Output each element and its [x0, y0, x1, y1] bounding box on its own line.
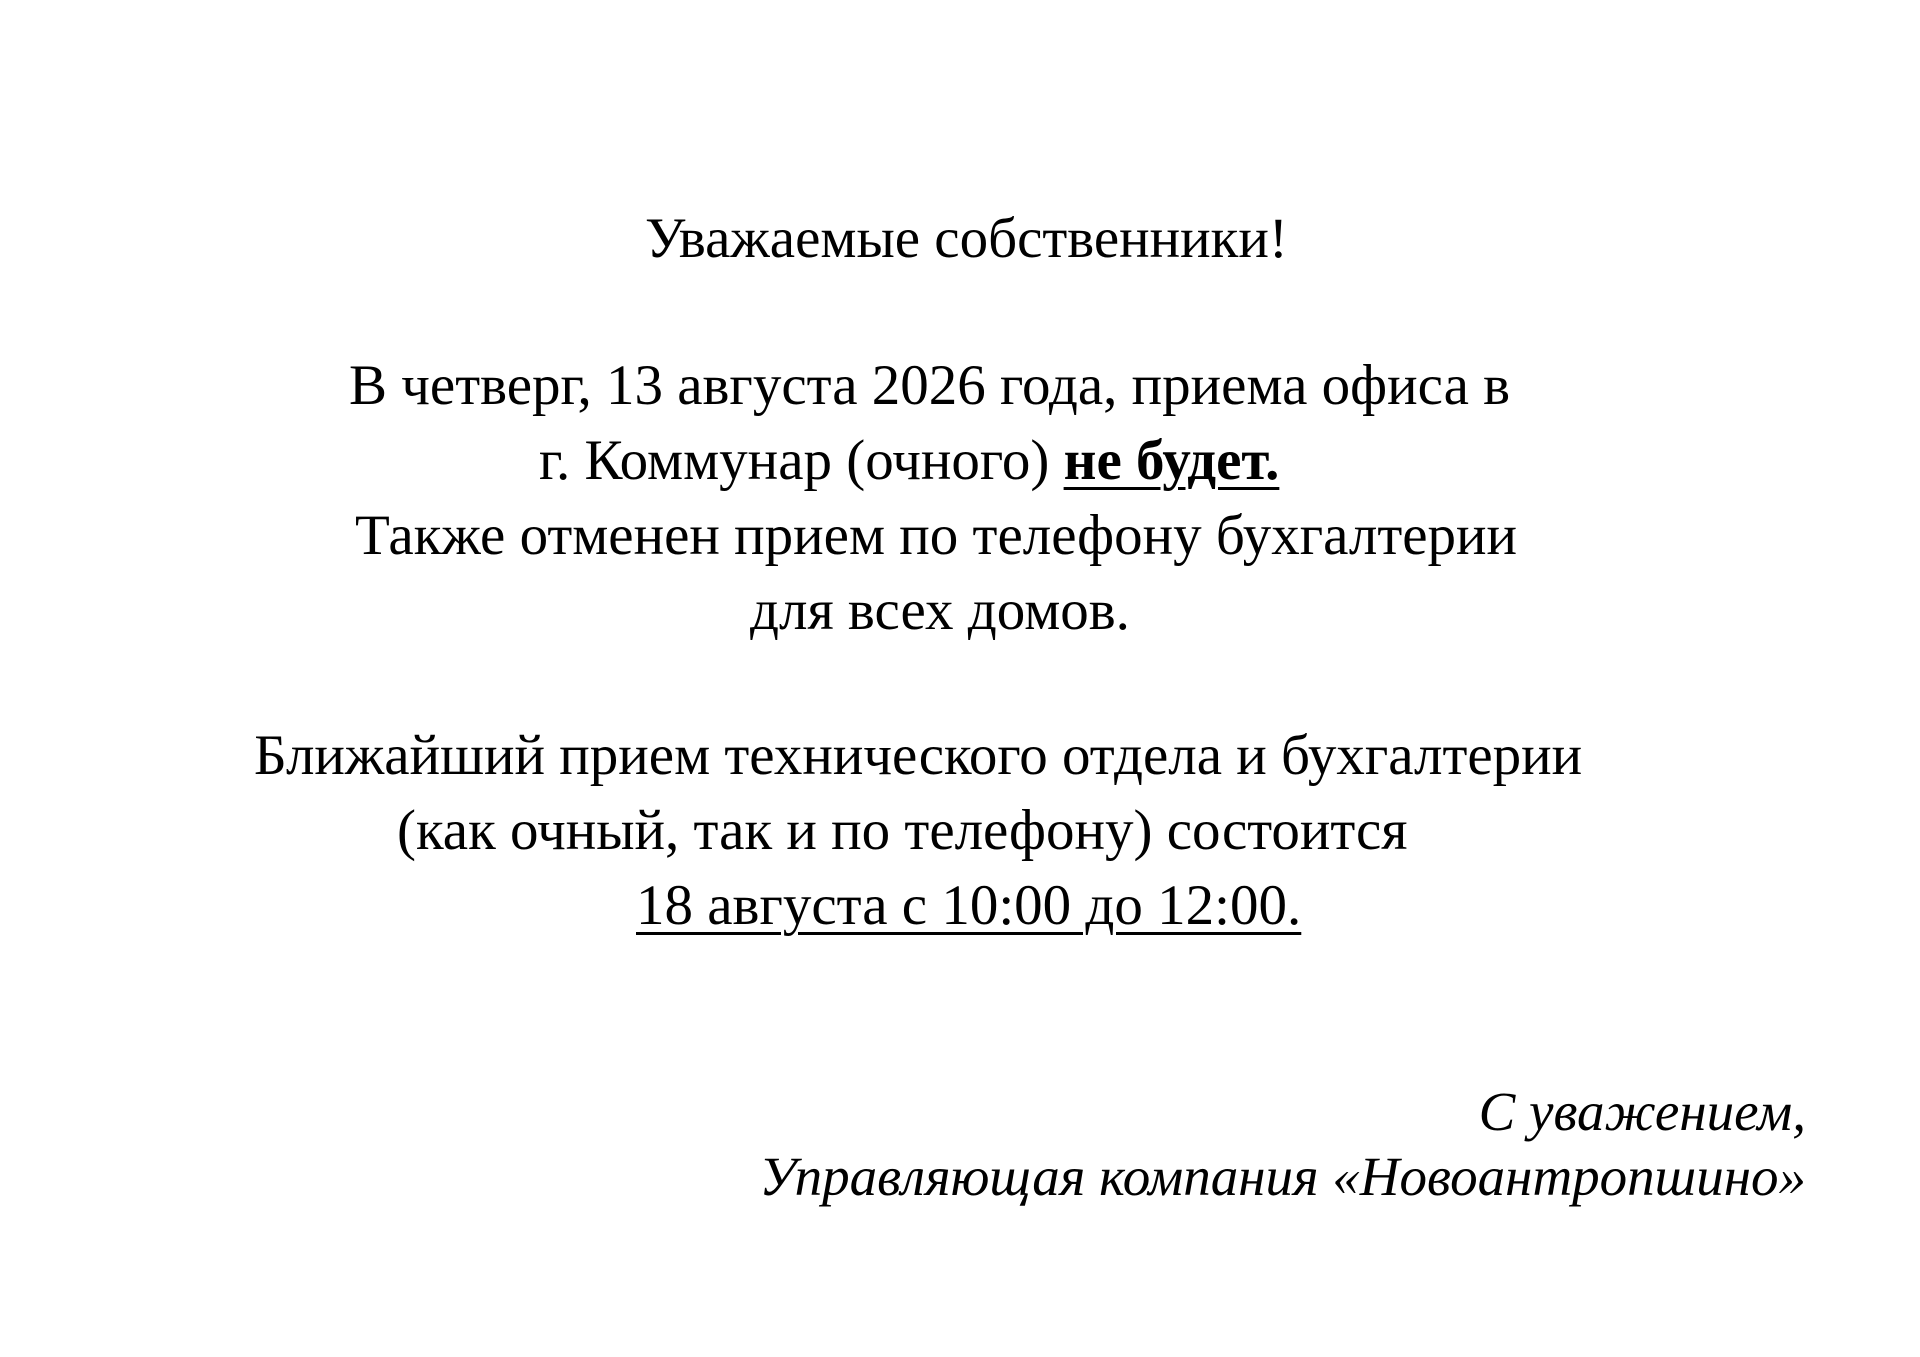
next-reception-line-2: (как очный, так и по телефону) состоится: [397, 799, 1408, 862]
next-reception-line-1: Ближайший прием технического отдела и бухгалтерии: [254, 724, 1583, 787]
notice-line-2: [539, 429, 1280, 492]
signature-company: Управляющая компания «Новоантропшино»: [759, 1146, 1806, 1207]
signature-closing: С уважением,: [1478, 1081, 1806, 1142]
notice-line-1: В четверг, 13 августа 2026 года, приема офиса в: [349, 354, 1511, 417]
greeting-heading: Уважаемые собственники!: [645, 207, 1288, 270]
notice-line-3: Также отменен прием по телефону бухгалтерии: [355, 504, 1518, 567]
next-reception-datetime: 18 августа с 10:00 до 12:00.: [636, 874, 1302, 937]
closure-emphasis: не будет.: [1063, 429, 1280, 492]
notice-line-4: для всех домов.: [750, 579, 1130, 642]
notice-line-2-text: г. Коммунар (очного): [539, 429, 1064, 492]
